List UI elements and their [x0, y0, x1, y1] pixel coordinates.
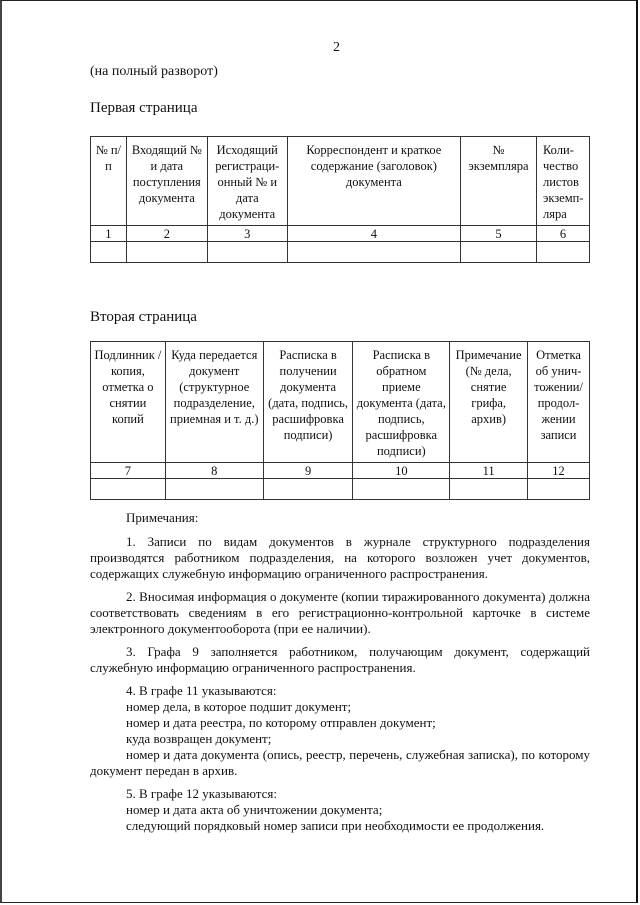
table-cell	[207, 242, 287, 263]
column-number-row	[91, 463, 590, 479]
column-header: Отметка об унич-тожении/ продол-жении записи	[528, 342, 590, 463]
column-number: 1	[91, 226, 127, 242]
note-item	[90, 786, 590, 834]
table-cell	[287, 242, 460, 263]
table-cell	[165, 479, 263, 500]
column-header: Исходящий регистраци-онный № и дата документа	[207, 137, 287, 226]
table-cell	[91, 479, 166, 500]
column-number: 12	[528, 463, 590, 479]
first-page-table	[90, 136, 590, 263]
notes-section	[90, 510, 590, 841]
table-cell	[353, 479, 450, 500]
table-row	[91, 242, 590, 263]
column-number: 6	[536, 226, 589, 242]
column-number: 8	[165, 463, 263, 479]
table-cell	[126, 242, 207, 263]
note-item: 2. Вносимая информация о документе (копии тиражированного документа) должна соответствовать сведениям в его регистрационно-контрольной карточке в системе электронного документооборота (при ее наличии).	[90, 589, 590, 636]
second-page-title: Вторая страница	[90, 309, 197, 325]
column-number: 10	[353, 463, 450, 479]
notes-title: Примечания:	[126, 510, 199, 525]
table-row	[91, 479, 590, 500]
column-header: Расписка в обратном приеме документа (дата, подпись, расшифровка подписи)	[353, 342, 450, 463]
column-header: Корреспондент и краткое содержание (заголовок) документа	[287, 137, 460, 226]
column-number: 4	[287, 226, 460, 242]
column-header: Входящий № и дата поступления документа	[126, 137, 207, 226]
note-item	[90, 683, 590, 779]
column-header: № экземпляра	[461, 137, 537, 226]
table-cell	[528, 479, 590, 500]
column-header: Подлинник / копия, отметка о снятии копий	[91, 342, 166, 463]
first-page-title: Первая страница	[90, 100, 198, 116]
note-heading: 4. В графе 11 указываются:	[126, 683, 277, 698]
note-line: номер и дата реестра, по которому отправлен документ;	[126, 715, 436, 730]
column-number: 9	[263, 463, 353, 479]
table-cell	[91, 242, 127, 263]
second-page-table	[90, 341, 590, 500]
column-header: № п/п	[91, 137, 127, 226]
note-line: номер и дата акта об уничтожении документа;	[126, 802, 383, 817]
layout-subtitle: (на полный разворот)	[90, 64, 218, 79]
table-cell	[450, 479, 528, 500]
table-header-row	[91, 342, 590, 463]
column-number: 2	[126, 226, 207, 242]
note-line: следующий порядковый номер записи при необходимости ее продолжения.	[126, 818, 545, 833]
column-number: 7	[91, 463, 166, 479]
page-number: 2	[333, 40, 340, 55]
column-header: Куда передается документ (структурное подразделение, приемная и т. д.)	[165, 342, 263, 463]
table-cell	[263, 479, 353, 500]
note-heading: 5. В графе 12 указываются:	[126, 786, 277, 801]
column-number: 5	[461, 226, 537, 242]
note-item: 3. Графа 9 заполняется работником, получающим документ, содержащий служебную информацию ограниченного распространения.	[90, 644, 590, 675]
column-header: Коли-чество листов экземп-ляра	[536, 137, 589, 226]
table-header-row	[91, 137, 590, 226]
note-item: 1. Записи по видам документов в журнале структурного подразделения производятся работником подразделения, на которого возложен учет документов, содержащих служебную информацию ограниченного распространения.	[90, 534, 590, 581]
column-header: Примечание (№ дела, снятие грифа, архив)	[450, 342, 528, 463]
column-number: 11	[450, 463, 528, 479]
note-line: номер и дата документа (опись, реестр, перечень, служебная записка), по которому документ передан в архив.	[90, 747, 590, 778]
column-number: 3	[207, 226, 287, 242]
table-cell	[536, 242, 589, 263]
note-line: номер дела, в которое подшит документ;	[126, 699, 352, 714]
column-number-row	[91, 226, 590, 242]
note-line: куда возвращен документ;	[126, 731, 272, 746]
column-header: Расписка в получении документа (дата, подпись, расшифровка подписи)	[263, 342, 353, 463]
table-cell	[461, 242, 537, 263]
